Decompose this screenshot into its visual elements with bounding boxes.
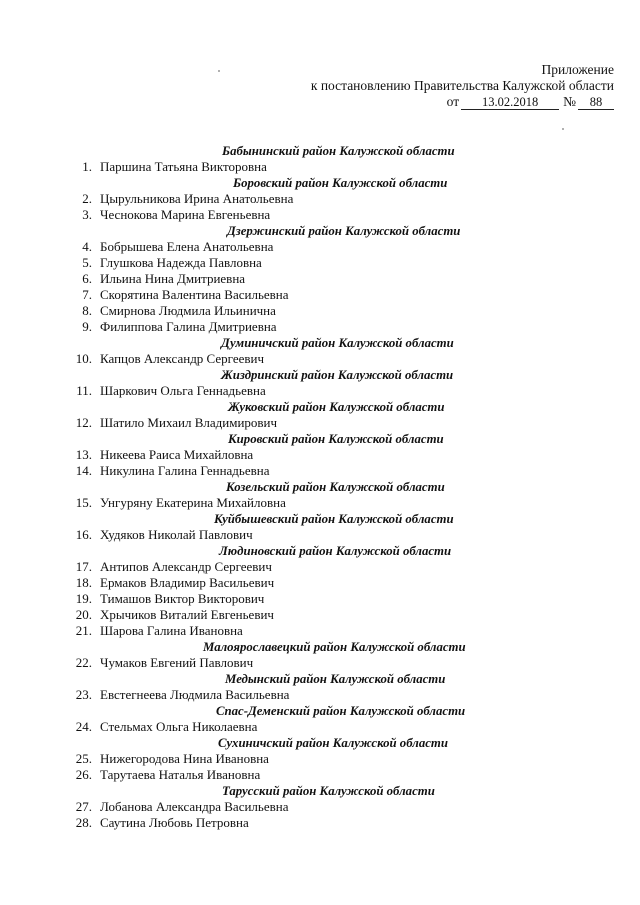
person-name: Нижегородова Нина Ивановна bbox=[100, 751, 269, 766]
person-row bbox=[0, 799, 640, 815]
person-number: 2. bbox=[82, 191, 92, 206]
district-heading: Людиновский район Калужской области bbox=[219, 544, 452, 558]
district-heading: Жиздринский район Калужской области bbox=[221, 368, 454, 382]
district-heading: Козельский район Калужской области bbox=[226, 480, 445, 494]
person-name: Антипов Александр Сергеевич bbox=[100, 559, 272, 574]
person-number: 10. bbox=[75, 351, 92, 366]
person-row bbox=[0, 351, 640, 367]
person-number: 26. bbox=[75, 767, 92, 782]
person-number: 9. bbox=[82, 319, 92, 334]
person-number: 23. bbox=[75, 687, 92, 702]
person-name: Скорятина Валентина Васильевна bbox=[100, 287, 289, 302]
person-name: Чумаков Евгений Павлович bbox=[100, 655, 254, 670]
person-row bbox=[0, 719, 640, 735]
person-name: Капцов Александр Сергеевич bbox=[100, 351, 264, 366]
person-row bbox=[0, 207, 640, 223]
person-number: 4. bbox=[82, 239, 92, 254]
person-name: Саутина Любовь Петровна bbox=[100, 815, 249, 830]
appointee-list bbox=[0, 143, 640, 831]
from-label: от bbox=[446, 94, 460, 109]
person-row bbox=[0, 287, 640, 303]
district-heading: Медынский район Калужской области bbox=[225, 672, 446, 686]
person-name: Смирнова Людмила Ильинична bbox=[100, 303, 276, 318]
document-header bbox=[254, 62, 614, 110]
person-number: 22. bbox=[75, 655, 92, 670]
person-name: Ермаков Владимир Васильевич bbox=[100, 575, 275, 590]
person-name: Шаркович Ольга Геннадьевна bbox=[100, 383, 266, 398]
person-name: Стельмах Ольга Николаевна bbox=[100, 719, 258, 734]
person-name: Лобанова Александра Васильевна bbox=[100, 799, 289, 814]
person-name: Худяков Николай Павлович bbox=[100, 527, 253, 542]
person-number: 1. bbox=[82, 159, 92, 174]
person-row bbox=[0, 383, 640, 399]
person-row bbox=[0, 495, 640, 511]
document-date-number bbox=[447, 94, 614, 110]
person-name: Никеева Раиса Михайловна bbox=[100, 447, 254, 462]
person-number: 7. bbox=[82, 287, 92, 302]
district-heading: Бабынинский район Калужской области bbox=[222, 144, 455, 158]
person-number: 27. bbox=[75, 799, 92, 814]
person-row bbox=[0, 815, 640, 831]
person-number: 16. bbox=[75, 527, 92, 542]
district-heading: Дзержинский район Калужской области bbox=[227, 224, 461, 238]
district-heading: Думиничский район Калужской области bbox=[221, 336, 454, 350]
person-row bbox=[0, 415, 640, 431]
district-heading: Кировский район Калужской области bbox=[228, 432, 444, 446]
person-row bbox=[0, 527, 640, 543]
person-row bbox=[0, 559, 640, 575]
person-number: 24. bbox=[75, 719, 92, 734]
district-heading: Сухиничский район Калужской области bbox=[218, 736, 448, 750]
person-name: Цырульникова Ирина Анатольевна bbox=[100, 191, 294, 206]
person-row bbox=[0, 319, 640, 335]
scan-speck bbox=[218, 70, 220, 72]
person-number: 3. bbox=[82, 207, 92, 222]
person-row bbox=[0, 687, 640, 703]
person-row bbox=[0, 303, 640, 319]
document-date: 13.02.2018 bbox=[461, 96, 559, 110]
person-number: 20. bbox=[75, 607, 92, 622]
person-row bbox=[0, 751, 640, 767]
person-name: Никулина Галина Геннадьевна bbox=[100, 463, 270, 478]
person-number: 12. bbox=[75, 415, 92, 430]
district-heading: Спас-Деменский район Калужской области bbox=[216, 704, 466, 718]
document-number: 88 bbox=[578, 96, 614, 110]
person-name: Шатило Михаил Владимирович bbox=[100, 415, 278, 430]
person-row bbox=[0, 575, 640, 591]
person-number: 19. bbox=[75, 591, 92, 606]
person-number: 25. bbox=[75, 751, 92, 766]
person-name: Шарова Галина Ивановна bbox=[100, 623, 243, 638]
appendix-label: Приложение bbox=[541, 62, 614, 77]
person-row bbox=[0, 463, 640, 479]
district-heading: Тарусский район Калужской области bbox=[222, 784, 435, 798]
person-name: Хрычиков Виталий Евгеньевич bbox=[100, 607, 274, 622]
person-name: Тарутаева Наталья Ивановна bbox=[100, 767, 261, 782]
person-row bbox=[0, 591, 640, 607]
person-number: 15. bbox=[75, 495, 92, 510]
district-heading: Боровский район Калужской области bbox=[233, 176, 448, 190]
person-row bbox=[0, 271, 640, 287]
district-heading: Куйбышевский район Калужской области bbox=[214, 512, 454, 526]
person-row bbox=[0, 239, 640, 255]
person-name: Тимашов Виктор Викторович bbox=[100, 591, 265, 606]
person-number: 13. bbox=[75, 447, 92, 462]
person-name: Филиппова Галина Дмитриевна bbox=[100, 319, 277, 334]
person-number: 14. bbox=[75, 463, 92, 478]
person-name: Унгуряну Екатерина Михайловна bbox=[100, 495, 286, 510]
scan-speck bbox=[562, 128, 564, 130]
person-name: Глушкова Надежда Павловна bbox=[100, 255, 262, 270]
person-name: Чеснокова Марина Евгеньевна bbox=[100, 207, 271, 222]
person-name: Евстегнеева Людмила Васильевна bbox=[100, 687, 290, 702]
person-number: 28. bbox=[75, 815, 92, 830]
district-heading: Жуковский район Калужской области bbox=[228, 400, 445, 414]
district-heading: Малоярославецкий район Калужской области bbox=[203, 640, 466, 654]
person-name: Ильина Нина Дмитриевна bbox=[100, 271, 246, 286]
person-row bbox=[0, 623, 640, 639]
person-number: 11. bbox=[76, 383, 92, 398]
person-number: 6. bbox=[82, 271, 92, 286]
person-number: 17. bbox=[75, 559, 92, 574]
person-number: 21. bbox=[75, 623, 92, 638]
person-number: 18. bbox=[75, 575, 92, 590]
person-row bbox=[0, 255, 640, 271]
person-name: Бобрышева Елена Анатольевна bbox=[100, 239, 274, 254]
person-row bbox=[0, 159, 640, 175]
person-number: 5. bbox=[82, 255, 92, 270]
resolution-reference: к постановлению Правительства Калужской области bbox=[310, 78, 614, 93]
person-row bbox=[0, 767, 640, 783]
person-number: 8. bbox=[82, 303, 92, 318]
person-row bbox=[0, 191, 640, 207]
person-row bbox=[0, 447, 640, 463]
person-name: Паршина Татьяна Викторовна bbox=[100, 159, 267, 174]
person-row bbox=[0, 655, 640, 671]
person-row bbox=[0, 607, 640, 623]
number-label: № bbox=[563, 94, 576, 109]
